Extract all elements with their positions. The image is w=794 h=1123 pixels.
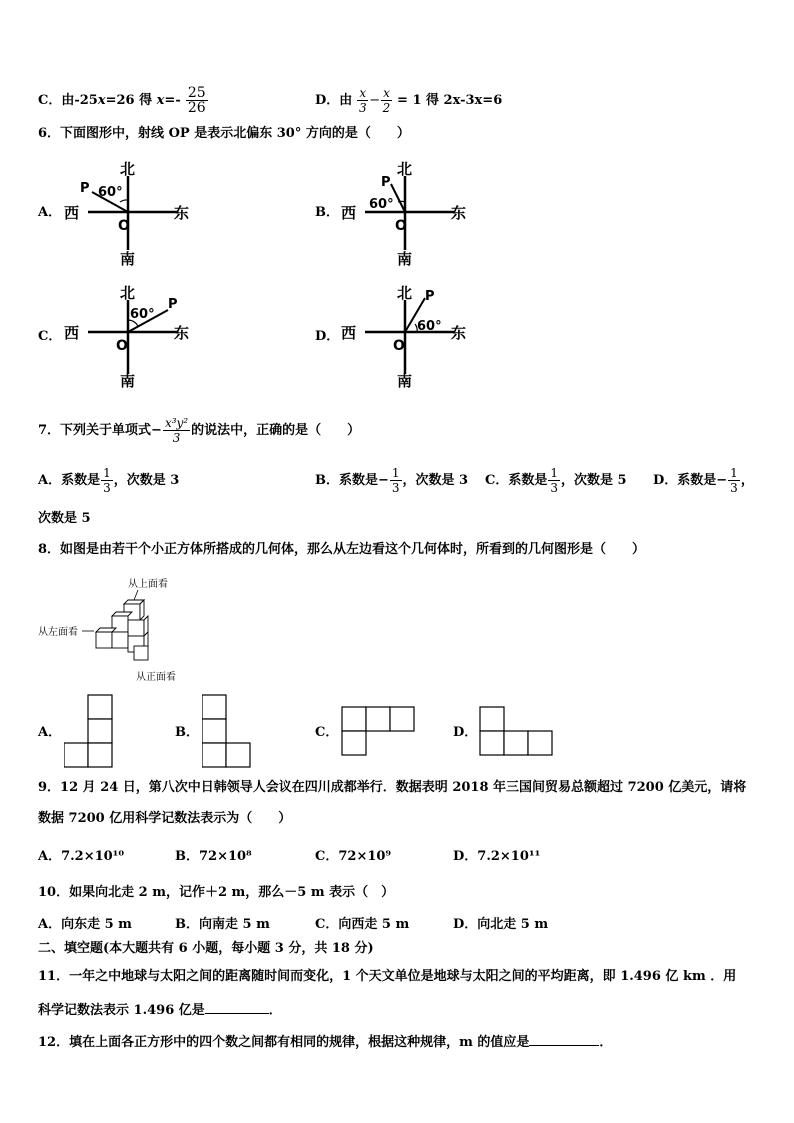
svg-text:60°: 60° — [130, 307, 155, 322]
q10-option-d: D．向北走 5 m — [453, 917, 549, 932]
svg-text:南: 南 — [397, 250, 413, 266]
svg-text:北: 北 — [120, 284, 136, 302]
q7-option-d-continuation: 次数是 5 — [38, 511, 91, 526]
q5-c-denominator: 26 — [187, 100, 206, 116]
svg-text:南: 南 — [397, 372, 413, 390]
q5-c-numerator: 25 — [187, 85, 206, 101]
svg-text:北: 北 — [397, 284, 413, 302]
q6-stem: 6．下面图形中，射线 OP 是表示北偏东 30° 方向的是（ ） — [38, 126, 410, 141]
svg-text:西: 西 — [341, 324, 357, 342]
svg-text:东: 东 — [451, 324, 467, 342]
q7-option-d: D．系数是− $\frac{1}{3}$ ， — [653, 466, 754, 495]
q10-stem: 10．如果向北走 2 m，记作＋2 m，那么－5 m 表示（ ） — [38, 885, 395, 900]
q7-option-a: A．系数是 $\frac{1}{3}$ ，次数是 3 — [38, 466, 180, 495]
svg-text:东: 东 — [174, 204, 190, 222]
q11-line2: 科学记数法表示 1.496 亿是 ． — [38, 1003, 282, 1018]
svg-text:北: 北 — [120, 160, 136, 178]
compass-figure-d — [335, 282, 475, 390]
svg-text:从左面看: 从左面看 — [38, 627, 78, 638]
svg-text:东: 东 — [451, 204, 467, 222]
compass-figure-b — [335, 158, 475, 266]
svg-text:北: 北 — [397, 160, 413, 178]
q9-option-c: C．72×10⁹ — [315, 849, 392, 864]
q8-option-a-figure — [64, 694, 116, 768]
compass-figure-a — [58, 158, 198, 266]
q5-option-c: C．由-25x=26 得 x=- $\frac{25}{26}$ — [38, 85, 206, 116]
svg-text:O: O — [118, 218, 130, 234]
svg-text:P: P — [80, 181, 90, 196]
svg-text:从正面看: 从正面看 — [136, 672, 176, 683]
q9-option-a: A．7.2×10¹⁰ — [38, 849, 125, 864]
q7-option-c: C．系数是 $\frac{1}{3}$ ，次数是 5 — [485, 466, 627, 495]
svg-text:O: O — [393, 338, 405, 354]
svg-text:南: 南 — [120, 250, 136, 266]
q6-option-d-label: D． — [315, 329, 340, 344]
q9-stem-line2: 数据 7200 亿用科学记数法表示为（ ） — [38, 811, 292, 826]
svg-text:P: P — [168, 297, 178, 312]
q12-answer-blank[interactable] — [529, 1033, 599, 1046]
svg-text:O: O — [395, 218, 407, 234]
q5-option-d: D．由 $\frac{x}{3}$ − $\frac{x}{2}$ = 1 得 2x-3x=6 — [315, 86, 503, 115]
svg-text:60°: 60° — [417, 319, 442, 334]
svg-text:O: O — [116, 338, 128, 354]
svg-text:东: 东 — [174, 324, 190, 342]
svg-text:西: 西 — [64, 324, 80, 342]
q9-stem-line1: 9．12 月 24 日，第八次中日韩领导人会议在四川成都举行．数据表明 2018 年三国间贸易总额超过 7200 亿美元，请将 — [38, 780, 747, 795]
q7-option-b: B．系数是− $\frac{1}{3}$ ，次数是 3 — [315, 466, 469, 495]
svg-text:60°: 60° — [98, 185, 123, 200]
svg-text:从上面看: 从上面看 — [128, 579, 168, 590]
q8-option-b-figure — [202, 694, 254, 768]
q12-line: 12．填在上面各正方形中的四个数之间都有相同的规律，根据这种规律，m 的值应是 ． — [38, 1035, 613, 1050]
q8-option-c-label: C． — [315, 725, 339, 740]
q6-option-b-label: B． — [315, 205, 339, 220]
q9-option-d: D．7.2×10¹¹ — [453, 849, 541, 864]
svg-text:P: P — [381, 175, 391, 190]
q11-answer-blank[interactable] — [205, 1001, 269, 1014]
q10-option-a: A．向东走 5 m — [38, 917, 132, 932]
q8-option-a-label: A． — [38, 725, 62, 740]
q6-option-c-label: C． — [38, 329, 62, 344]
compass-figure-c — [58, 282, 198, 390]
q8-option-b-label: B． — [175, 725, 199, 740]
q8-option-d-figure — [479, 706, 555, 758]
svg-text:西: 西 — [64, 204, 80, 222]
q10-option-c: C．向西走 5 m — [315, 917, 410, 932]
q8-option-c-figure — [341, 706, 417, 758]
svg-text:西: 西 — [341, 204, 357, 222]
q9-option-b: B．72×10⁸ — [175, 849, 252, 864]
q7-stem: 7．下列关于单项式− $\frac{\text{x³y²}}{3}$ 的说法中，正确的是（ ） — [38, 416, 361, 445]
q6-option-a-label: A． — [38, 205, 62, 220]
q10-option-b: B．向南走 5 m — [175, 917, 270, 932]
q8-cube-solid-figure — [38, 574, 198, 686]
section-title-fill-in: 二、填空题(本大题共有 6 小题，每小题 3 分，共 18 分) — [38, 941, 374, 956]
q11-line1: 11．一年之中地球与太阳之间的距离随时间而变化，1 个天文单位是地球与太阳之间的平均距离，即 1.496 亿 km ．用 — [38, 969, 737, 984]
q8-option-d-label: D． — [453, 725, 478, 740]
q8-stem: 8．如图是由若干个小正方体所搭成的几何体，那么从左边看这个几何体时，所看到的几何图形是（ ） — [38, 542, 646, 557]
svg-text:P: P — [425, 289, 435, 304]
svg-text:南: 南 — [120, 372, 136, 390]
svg-text:60°: 60° — [369, 197, 394, 212]
